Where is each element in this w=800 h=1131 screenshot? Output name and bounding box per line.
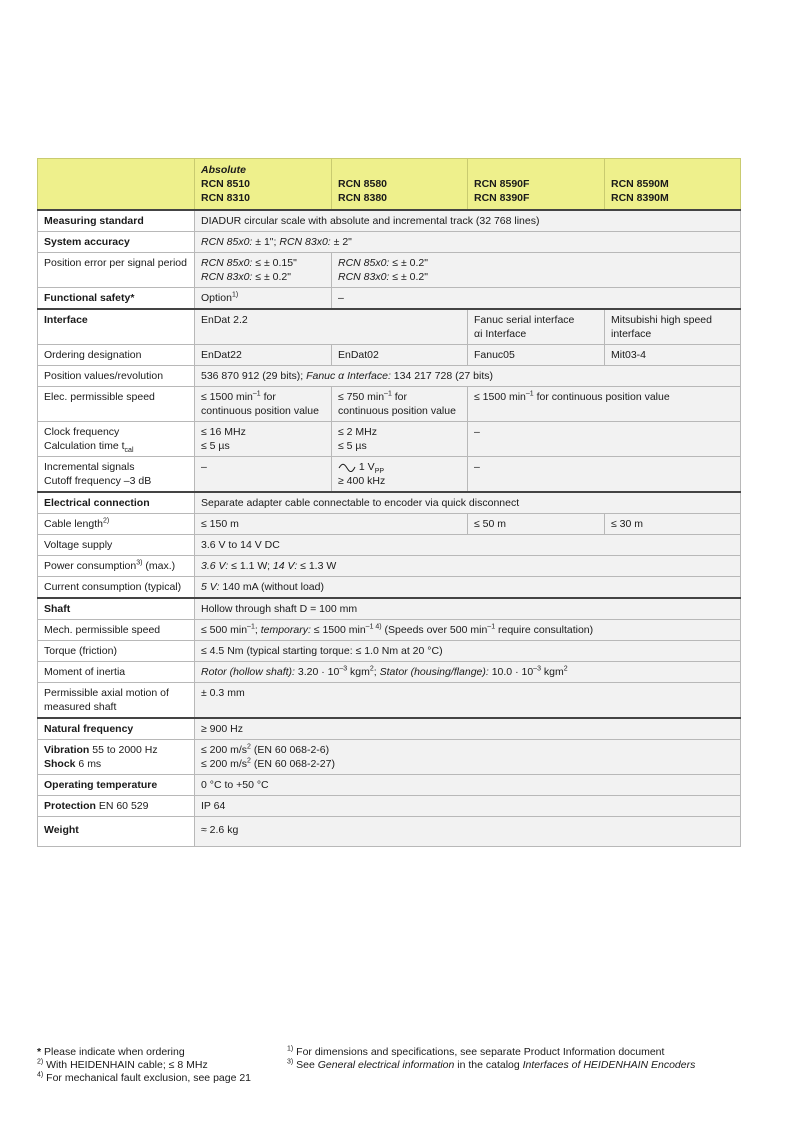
value-elec-speed-1 xyxy=(195,387,332,422)
pw-2: ≤ 1.1 W; xyxy=(228,560,273,572)
pv-2: Fanuc α Interface: xyxy=(306,370,391,382)
label-electrical-connection: Electrical connection xyxy=(38,492,195,514)
fn-3b: General electrical information xyxy=(317,1059,455,1071)
value-ordering-2: EnDat02 xyxy=(332,345,468,366)
sa-1: RCN 85x0: xyxy=(201,236,253,248)
vib-label-1t: 55 to 2000 Hz xyxy=(89,744,158,756)
mi-5: Stator (housing/flange): xyxy=(379,666,489,678)
es-2b: for xyxy=(391,391,408,403)
row-position-error xyxy=(38,253,741,288)
row-system-accuracy xyxy=(38,232,741,253)
ms-5sup: –1 xyxy=(487,623,496,631)
footnotes-right xyxy=(287,1046,757,1072)
value-functional-safety-1 xyxy=(195,288,332,310)
mi-2: 3.20 · 10 xyxy=(294,666,340,678)
pe-2a xyxy=(338,256,734,270)
es-2c: continuous position value xyxy=(338,405,456,417)
footnote-2 xyxy=(37,1059,287,1072)
spec-table xyxy=(37,158,741,847)
footnote-3 xyxy=(287,1059,757,1072)
fs-option: Option xyxy=(201,292,232,304)
ms-5: (Speeds over 500 min xyxy=(381,624,488,636)
clock-1a: ≤ 16 MHz xyxy=(201,426,246,438)
if-mit-2: interface xyxy=(611,328,652,340)
pe-1a xyxy=(201,256,325,270)
vib-2b: (EN 60 068-2-27) xyxy=(250,758,335,770)
value-axial: ± 0.3 mm xyxy=(195,683,741,719)
clock-label-2 xyxy=(44,439,188,453)
mi-3: kgm xyxy=(347,666,370,678)
value-elec-speed-3 xyxy=(468,387,741,422)
value-ordering-3: Fanuc05 xyxy=(468,345,605,366)
row-position-values xyxy=(38,366,741,387)
ms-1sup: –1 xyxy=(247,623,255,631)
es-3a: ≤ 1500 min xyxy=(474,391,526,403)
row-power xyxy=(38,556,741,577)
value-functional-safety-2: – xyxy=(332,288,741,310)
fn-4-text: For mechanical fault exclusion, see page 21 xyxy=(43,1072,252,1084)
model-rcn8310: RCN 8310 xyxy=(201,192,251,204)
value-position-error-1 xyxy=(195,253,332,288)
vib-1sup: 2 xyxy=(247,743,251,751)
label-current: Current consumption (typical) xyxy=(38,577,195,599)
value-interface-endat: EnDat 2.2 xyxy=(195,309,468,345)
fs-footnote: 1) xyxy=(231,291,239,299)
prot-label: Protection xyxy=(44,800,96,812)
pe-2b xyxy=(338,270,734,284)
fn-2-text: With HEIDENHAIN cable; ≤ 8 MHz xyxy=(43,1059,208,1071)
inc-label-1: Incremental signals xyxy=(44,461,135,473)
value-cable-length-3: ≤ 50 m xyxy=(468,514,605,535)
header-col-3 xyxy=(468,159,605,211)
row-elec-speed xyxy=(38,387,741,422)
value-current xyxy=(195,577,741,599)
model-rcn8390f: RCN 8390F xyxy=(474,192,530,204)
value-weight: ≈ 2.6 kg xyxy=(195,817,741,847)
value-shaft: Hollow through shaft D = 100 mm xyxy=(195,598,741,620)
es-2a: ≤ 750 min xyxy=(338,391,385,403)
row-current xyxy=(38,577,741,599)
label-elec-speed: Elec. permissible speed xyxy=(38,387,195,422)
ms-6: require consultation) xyxy=(495,624,594,636)
inc-label-2: Cutoff frequency –3 dB xyxy=(44,475,152,487)
ms-1: ≤ 500 min xyxy=(201,624,248,636)
fn-3a: See xyxy=(293,1059,318,1071)
label-weight: Weight xyxy=(38,817,195,847)
vib-1 xyxy=(201,743,734,757)
cu-1: 5 V: xyxy=(201,581,220,593)
inc-2sub: PP xyxy=(374,468,385,476)
ms-2: ; xyxy=(254,624,261,636)
es-1sup: –1 xyxy=(252,390,261,398)
mi-7sup: 2 xyxy=(563,665,568,673)
footnotes-left xyxy=(37,1046,287,1085)
pw-label: Power consumption xyxy=(44,560,137,572)
vib-1b: (EN 60 068-2-6) xyxy=(250,744,330,756)
value-cable-length-4: ≤ 30 m xyxy=(605,514,741,535)
value-protection: IP 64 xyxy=(195,796,741,817)
value-ordering-1: EnDat22 xyxy=(195,345,332,366)
header-col-1 xyxy=(195,159,332,211)
row-shaft xyxy=(38,598,741,620)
header-blank xyxy=(38,159,195,211)
row-incremental xyxy=(38,457,741,493)
label-natural-freq: Natural frequency xyxy=(38,718,195,740)
label-vibration xyxy=(38,740,195,775)
row-weight xyxy=(38,817,741,847)
model-rcn8390m: RCN 8390M xyxy=(611,192,669,204)
mi-1: Rotor (hollow shaft): xyxy=(201,666,295,678)
row-operating-temp xyxy=(38,775,741,796)
header-col-4 xyxy=(605,159,741,211)
row-ordering xyxy=(38,345,741,366)
es-2-line1 xyxy=(338,390,461,404)
value-cable-length-1: ≤ 150 m xyxy=(195,514,468,535)
mi-6sup: –3 xyxy=(533,665,541,673)
clock-label-2-sub: cal xyxy=(124,447,134,455)
es-2sup: –1 xyxy=(384,390,392,398)
pv-1: 536 870 912 (29 bits); xyxy=(201,370,307,382)
mi-3sup: 2 xyxy=(369,665,374,673)
es-1c: continuous position value xyxy=(201,405,319,417)
value-torque: ≤ 4.5 Nm (typical starting torque: ≤ 1.0 Nm at 20 °C) xyxy=(195,641,741,662)
label-inertia: Moment of inertia xyxy=(38,662,195,683)
fn-star-text: Please indicate when ordering xyxy=(41,1046,185,1058)
row-interface xyxy=(38,309,741,345)
pe-2b-prefix: RCN 83x0: xyxy=(338,271,390,283)
vib-label-2 xyxy=(44,757,188,771)
row-natural-freq xyxy=(38,718,741,740)
model-rcn8510: RCN 8510 xyxy=(201,178,251,190)
value-incremental-3: – xyxy=(468,457,741,493)
label-interface: Interface xyxy=(38,309,195,345)
vib-2a: ≤ 200 m/s xyxy=(201,758,248,770)
row-axial xyxy=(38,683,741,719)
model-rcn8380: RCN 8380 xyxy=(338,192,388,204)
label-voltage: Voltage supply xyxy=(38,535,195,556)
pe-1b-val: ≤ ± 0.2" xyxy=(252,271,291,283)
label-axial: Permissible axial motion of measured shaft xyxy=(38,683,195,719)
value-operating-temp: 0 °C to +50 °C xyxy=(195,775,741,796)
ms-4sup: –1 4) xyxy=(365,623,382,631)
fn-1-text: For dimensions and specifications, see separate Product Information document xyxy=(293,1046,665,1058)
label-mech-speed: Mech. permissible speed xyxy=(38,620,195,641)
fn-3d: Interfaces of HEIDENHAIN Encoders xyxy=(522,1059,696,1071)
spec-page xyxy=(37,158,740,847)
value-vibration xyxy=(195,740,741,775)
mi-2sup: –3 xyxy=(339,665,348,673)
value-position-error-2 xyxy=(332,253,741,288)
es-3b: for continuous position value xyxy=(533,391,670,403)
pe-1b xyxy=(201,270,325,284)
sa-3: RCN 83x0: xyxy=(279,236,331,248)
value-system-accuracy xyxy=(195,232,741,253)
vib-2sup: 2 xyxy=(247,757,251,765)
row-vibration xyxy=(38,740,741,775)
label-system-accuracy: System accuracy xyxy=(38,232,195,253)
value-measuring-standard: DIADUR circular scale with absolute and incremental track (32 768 lines) xyxy=(195,210,741,232)
fn-star-mark: * xyxy=(37,1046,42,1058)
value-elec-speed-2 xyxy=(332,387,468,422)
model-rcn8590f: RCN 8590F xyxy=(474,178,530,190)
label-cable-length xyxy=(38,514,195,535)
row-inertia xyxy=(38,662,741,683)
header-col-2 xyxy=(332,159,468,211)
value-natural-freq: ≥ 900 Hz xyxy=(195,718,741,740)
label-functional-safety: Functional safety* xyxy=(38,288,195,310)
sa-2: ± 1"; xyxy=(252,236,280,248)
sine-wave-icon xyxy=(338,463,356,472)
es-1b: for xyxy=(260,391,276,403)
row-measuring-standard xyxy=(38,210,741,232)
pw-1: 3.6 V: xyxy=(201,560,229,572)
vib-label-2t: 6 ms xyxy=(75,758,102,770)
label-power xyxy=(38,556,195,577)
cu-2: 140 mA (without load) xyxy=(219,581,324,593)
pw-sup: 3) xyxy=(136,559,143,567)
absolute-label: Absolute xyxy=(201,164,246,176)
if-fanuc-2: αi Interface xyxy=(474,328,527,340)
value-interface-fanuc xyxy=(468,309,605,345)
row-cable-length xyxy=(38,514,741,535)
es-3sup: –1 xyxy=(525,390,534,398)
label-operating-temp: Operating temperature xyxy=(38,775,195,796)
value-mech-speed xyxy=(195,620,741,641)
value-incremental-1: – xyxy=(195,457,332,493)
pe-2a-val: ≤ ± 0.2" xyxy=(389,257,428,269)
vib-2 xyxy=(201,757,734,771)
mi-4: ; xyxy=(373,666,380,678)
value-ordering-4: Mit03-4 xyxy=(605,345,741,366)
model-rcn8580: RCN 8580 xyxy=(338,178,388,190)
label-shaft: Shaft xyxy=(38,598,195,620)
pe-1b-prefix: RCN 83x0: xyxy=(201,271,253,283)
row-voltage xyxy=(38,535,741,556)
cl-sup: 2) xyxy=(102,517,110,525)
fn-3-mark: 3) xyxy=(287,1058,294,1066)
vib-label-1b: Vibration xyxy=(44,744,90,756)
fn-4-mark: 4) xyxy=(37,1071,44,1079)
label-protection xyxy=(38,796,195,817)
if-mit-1: Mitsubishi high speed xyxy=(611,314,712,326)
model-rcn8590m: RCN 8590M xyxy=(611,178,669,190)
mi-7: kgm xyxy=(540,666,564,678)
clock-1b: ≤ 5 µs xyxy=(201,440,230,452)
pw-3: 14 V: xyxy=(272,560,298,572)
row-torque xyxy=(38,641,741,662)
label-torque: Torque (friction) xyxy=(38,641,195,662)
ms-3: temporary: xyxy=(260,624,311,636)
fn-1-mark: 1) xyxy=(287,1045,294,1053)
es-1-line1 xyxy=(201,390,325,404)
sa-4: ± 2" xyxy=(330,236,352,248)
cl-label: Cable length xyxy=(44,518,103,530)
ms-4: ≤ 1500 min xyxy=(310,624,366,636)
es-1a: ≤ 1500 min xyxy=(201,391,253,403)
clock-label-1: Clock frequency xyxy=(44,426,120,438)
inc-2a: 1 V xyxy=(356,461,375,473)
footnote-4 xyxy=(37,1072,287,1085)
row-electrical-connection xyxy=(38,492,741,514)
label-incremental xyxy=(38,457,195,493)
label-position-values: Position values/revolution xyxy=(38,366,195,387)
header-row xyxy=(38,159,741,211)
row-functional-safety xyxy=(38,288,741,310)
value-clock-3: – xyxy=(468,422,741,457)
inc-2-line1 xyxy=(338,460,461,474)
if-fanuc-1: Fanuc serial interface xyxy=(474,314,575,326)
prot-label2: EN 60 529 xyxy=(95,800,149,812)
row-clock xyxy=(38,422,741,457)
value-voltage: 3.6 V to 14 V DC xyxy=(195,535,741,556)
row-protection xyxy=(38,796,741,817)
fn-3c: in the catalog xyxy=(454,1059,523,1071)
value-electrical-connection: Separate adapter cable connectable to encoder via quick disconnect xyxy=(195,492,741,514)
pw-label2: (max.) xyxy=(142,560,176,572)
pe-1a-val: ≤ ± 0.15" xyxy=(252,257,297,269)
label-clock xyxy=(38,422,195,457)
pe-2a-prefix: RCN 85x0: xyxy=(338,257,390,269)
vib-1a: ≤ 200 m/s xyxy=(201,744,248,756)
value-interface-mitsubishi xyxy=(605,309,741,345)
value-power xyxy=(195,556,741,577)
value-clock-1 xyxy=(195,422,332,457)
label-position-error: Position error per signal period xyxy=(38,253,195,288)
clock-2b: ≤ 5 µs xyxy=(338,440,367,452)
row-mech-speed xyxy=(38,620,741,641)
pw-4: ≤ 1.3 W xyxy=(297,560,337,572)
label-ordering: Ordering designation xyxy=(38,345,195,366)
vib-label-2b: Shock xyxy=(44,758,76,770)
vib-label-1 xyxy=(44,743,188,757)
value-position-values xyxy=(195,366,741,387)
label-measuring-standard: Measuring standard xyxy=(38,210,195,232)
fn-2-mark: 2) xyxy=(37,1058,44,1066)
value-inertia xyxy=(195,662,741,683)
mi-6: 10.0 · 10 xyxy=(488,666,534,678)
value-incremental-2 xyxy=(332,457,468,493)
value-clock-2 xyxy=(332,422,468,457)
pe-1a-prefix: RCN 85x0: xyxy=(201,257,253,269)
pe-2b-val: ≤ ± 0.2" xyxy=(389,271,428,283)
footnote-1 xyxy=(287,1046,757,1059)
clock-label-2-text: Calculation time t xyxy=(44,440,125,452)
clock-2a: ≤ 2 MHz xyxy=(338,426,378,438)
inc-2b: ≥ 400 kHz xyxy=(338,475,386,487)
pv-3: 134 217 728 (27 bits) xyxy=(390,370,494,382)
footnote-star xyxy=(37,1046,287,1059)
